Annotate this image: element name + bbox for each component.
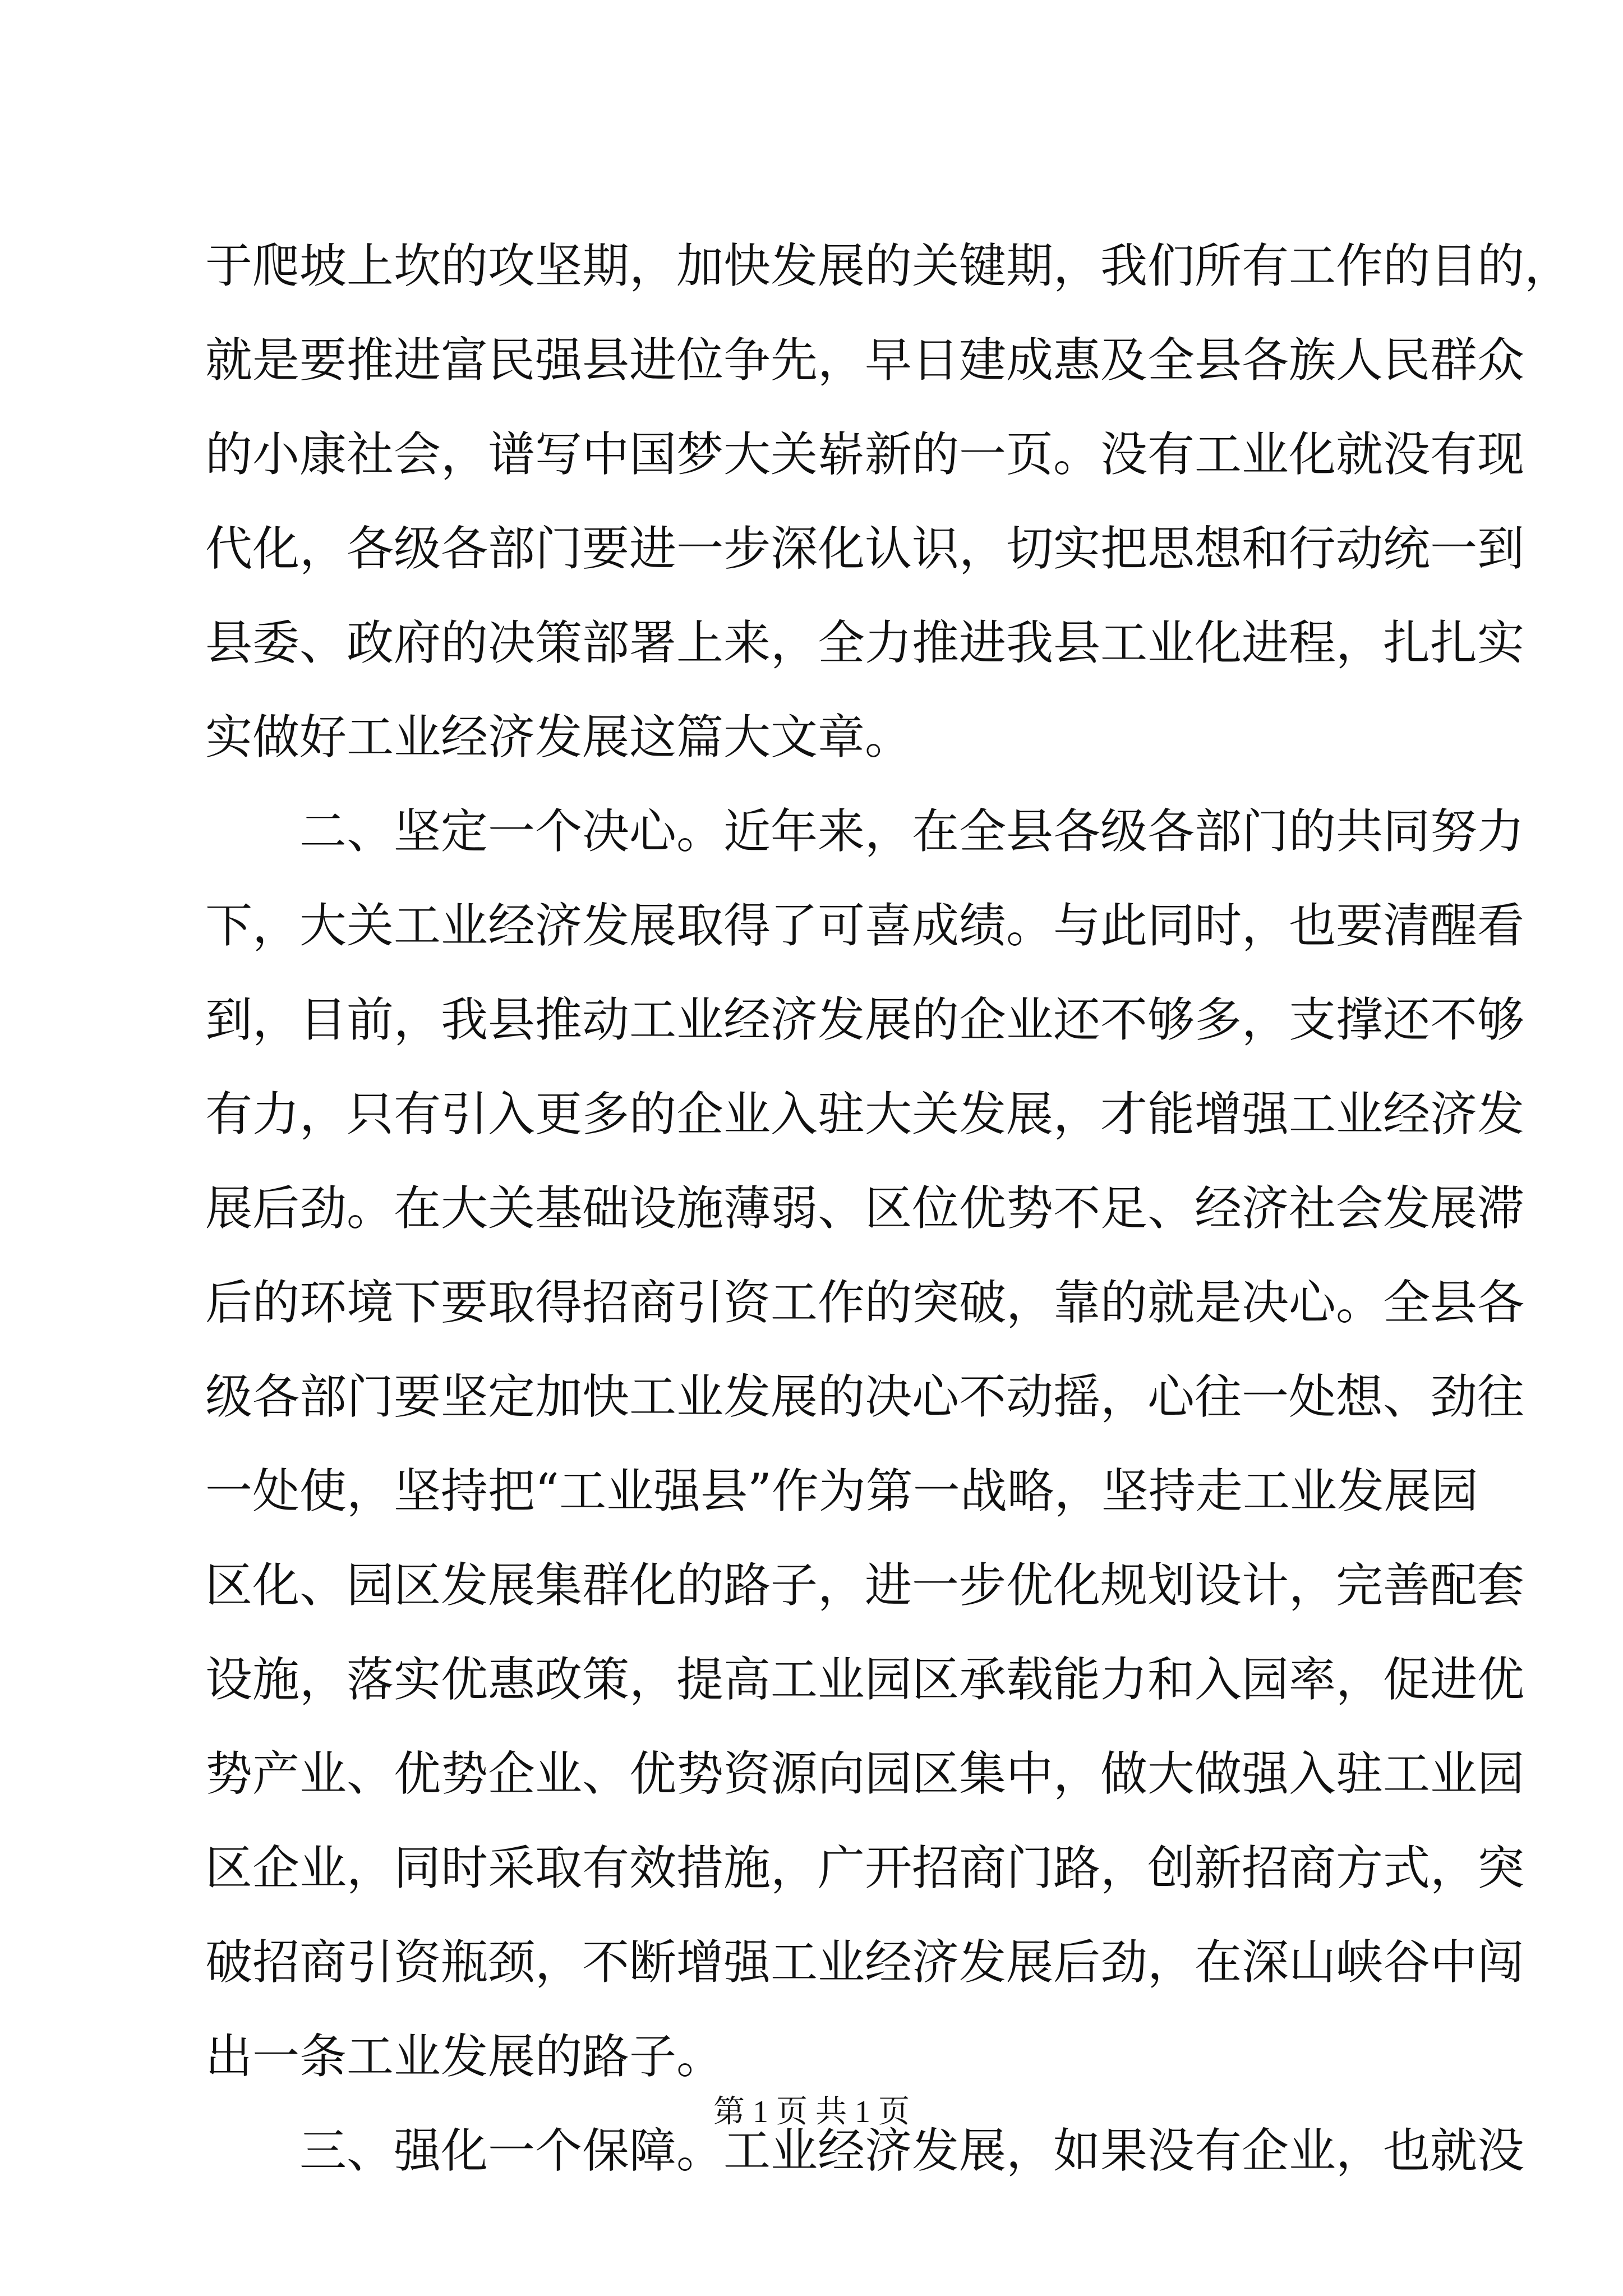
text-line: 一处使，坚持把“工业强县”作为第一战略，坚持走工业发展园 (205, 1464, 1478, 1519)
text-line: 区化、园区发展集群化的路子，进一步优化规划设计，完善配套 (205, 1558, 1525, 1613)
text-line: 就是要推进富民强县进位争先，早日建成惠及全县各族人民群众 (205, 333, 1525, 388)
document-body (205, 219, 1572, 2198)
text-line: 到，目前，我县推动工业经济发展的企业还不够多，支撑还不够 (205, 992, 1525, 1047)
text-line: 后的环境下要取得招商引资工作的突破，靠的就是决心。全县各 (205, 1275, 1525, 1330)
text-line: 出一条工业发展的路子。 (205, 2029, 724, 2084)
text-line: 下，大关工业经济发展取得了可喜成绩。与此同时，也要清醒看 (205, 898, 1525, 953)
text-line: 设施，落实优惠政策，提高工业园区承载能力和入园率，促进优 (205, 1652, 1525, 1707)
paragraph-start-line: 三、强化一个保障。工业经济发展，如果没有企业，也就没 (299, 2123, 1525, 2178)
text-line: 的小康社会，谱写中国梦大关崭新的一页。没有工业化就没有现 (205, 427, 1525, 482)
text-line: 破招商引资瓶颈，不断增强工业经济发展后劲，在深山峡谷中闯 (205, 1935, 1525, 1990)
page-footer: 第 1 页 共 1 页 (713, 2095, 910, 2129)
text-line: 实做好工业经济发展这篇大文章。 (205, 710, 912, 765)
paragraph-start-line: 二、坚定一个决心。近年来，在全县各级各部门的共同努力 (299, 804, 1525, 859)
text-line: 于爬坡上坎的攻坚期，加快发展的关键期，我们所有工作的目的， (205, 238, 1572, 293)
text-line: 代化，各级各部门要进一步深化认识，切实把思想和行动统一到 (205, 521, 1525, 576)
text-line: 有力，只有引入更多的企业入驻大关发展，才能增强工业经济发 (205, 1087, 1525, 1142)
text-line: 展后劲。在大关基础设施薄弱、区位优势不足、经济社会发展滞 (205, 1181, 1525, 1236)
text-line: 级各部门要坚定加快工业发展的决心不动摇，心往一处想、劲往 (205, 1369, 1525, 1424)
text-line: 区企业，同时采取有效措施，广开招商门路，创新招商方式，突 (205, 1841, 1525, 1895)
text-line: 县委、政府的决策部署上来，全力推进我县工业化进程，扎扎实 (205, 615, 1525, 670)
text-line: 势产业、优势企业、优势资源向园区集中，做大做强入驻工业园 (205, 1746, 1525, 1801)
